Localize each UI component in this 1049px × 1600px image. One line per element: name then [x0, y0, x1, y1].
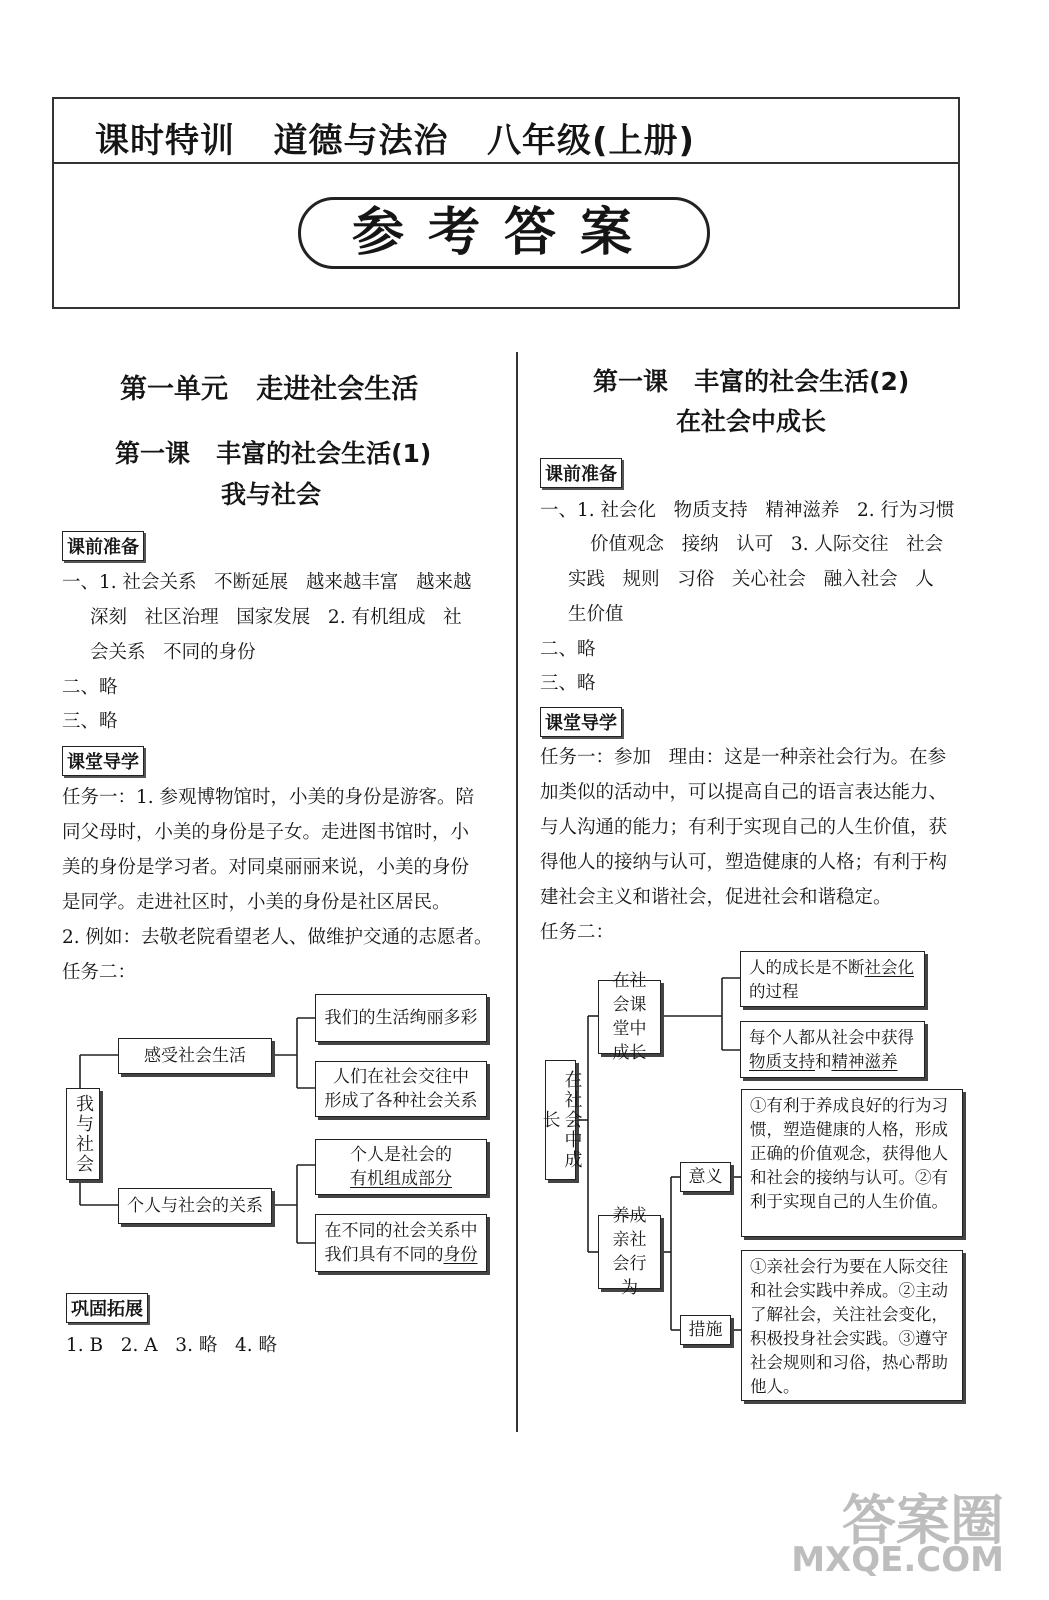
leaf-text-underlined: 有机组成部分 — [350, 1169, 452, 1189]
leaf-text-underlined: 社会化 — [864, 958, 914, 977]
diagram-leaf: 我们的生活绚丽多彩 — [315, 994, 487, 1042]
guide-line: 任务二： — [62, 962, 137, 983]
leaf-text: 每个人都从社会中获得 — [749, 1028, 914, 1047]
leaf-text-underlined: 精神滋养 — [831, 1052, 898, 1071]
ext-answers: 1. B 2. A 3. 略 4. 略 — [66, 1335, 278, 1356]
leaf-text: 人的成长是不断 — [749, 958, 865, 977]
diagram-root: 在社会中成长 — [545, 1060, 576, 1180]
prep-line: 价值观念 接纳 认可 3. 人际交往 社会 — [590, 534, 944, 555]
prep-line: 一、1. 社会关系 不断延展 越来越丰富 越来越 — [62, 572, 472, 593]
diagram-sub-branch: 意义 — [680, 1162, 731, 1192]
watermark-logo: 答案圈 — [842, 1489, 1004, 1552]
prep-line: 三、略 — [540, 673, 596, 694]
diagram-leaf — [740, 951, 925, 1007]
prep-line: 二、略 — [540, 639, 596, 660]
prep-line: 生价值 — [568, 604, 624, 625]
leaf-text: 个人是社会的 — [350, 1145, 452, 1165]
ext-tag: 巩固拓展 — [66, 1293, 148, 1323]
prep-line: 二、略 — [62, 677, 118, 698]
lesson-title: 第一课 丰富的社会生活(1) — [115, 439, 432, 468]
guide-line: 得他人的接纳与认可，塑造健康的人格；有利于构 — [540, 852, 948, 873]
guide-line: 任务一：参加 理由：这是一种亲社会行为。在参 — [540, 747, 947, 768]
guide-line: 任务一：1. 参观博物馆时，小美的身份是游客。陪 — [62, 787, 475, 808]
leaf-text: 和 — [815, 1052, 832, 1071]
diagram-branch: 个人与社会的关系 — [118, 1188, 272, 1224]
lesson-subtitle: 我与社会 — [221, 480, 322, 509]
diagram-root: 我与社会 — [66, 1088, 100, 1180]
prep-tag: 课前准备 — [540, 458, 622, 488]
guide-line: 同父母时，小美的身份是子女。走进图书馆时，小 — [62, 822, 470, 843]
guide-line: 是同学。走进社区时，小美的身份是社区居民。 — [62, 892, 451, 913]
book-title: 课时特训 道德与法治 八年级(上册) — [95, 121, 696, 161]
leaf-text: 的过程 — [749, 982, 799, 1001]
guide-line: 建社会主义和谐社会，促进社会和谐稳定。 — [540, 887, 892, 908]
prep-line: 深刻 社区治理 国家发展 2. 有机组成 社 — [90, 607, 462, 628]
guide-line: 任务二： — [540, 922, 615, 943]
diagram-leaf: ①亲社会行为要在人际交往和社会实践中养成。②主动了解社会，关注社会变化，积极投身社会实践。③遵守社会规则和习俗，热心帮助他人。 — [741, 1250, 963, 1401]
leaf-text-underlined: 身份 — [443, 1245, 478, 1265]
guide-tag: 课堂导学 — [62, 746, 144, 776]
leaf-text: 在不同的社会关系中 — [324, 1221, 478, 1241]
prep-line: 会关系 不同的身份 — [90, 642, 256, 663]
lesson-subtitle: 在社会中成长 — [676, 407, 827, 436]
lesson-title: 第一课 丰富的社会生活(2) — [593, 367, 910, 396]
leaf-text: 我们具有不同的身份 — [324, 1245, 478, 1265]
watermark-url: MXQE.COM — [791, 1540, 1004, 1580]
unit-title: 第一单元 走进社会生活 — [120, 374, 419, 405]
prep-tag: 课前准备 — [62, 531, 144, 561]
guide-line: 美的身份是学习者。对同桌丽丽来说，小美的身份 — [62, 857, 470, 878]
leaf-text: 形成了各种社会关系 — [324, 1091, 478, 1111]
leaf-text: 人们在社会交往中 — [333, 1067, 469, 1087]
diagram-leaf — [740, 1021, 925, 1078]
prep-line: 一、1. 社会化 物质支持 精神滋养 2. 行为习惯 — [540, 500, 955, 521]
diagram-branch: 在社会课堂中成长 — [598, 980, 661, 1054]
diagram-branch: 感受社会生活 — [118, 1038, 272, 1074]
guide-line: 2. 例如：去敬老院看望老人、做维护交通的志愿者。 — [62, 927, 493, 948]
guide-line: 加类似的活动中，可以提高自己的语言表达能力、 — [540, 782, 948, 803]
diagram-branch: 养成亲社会行为 — [598, 1215, 661, 1289]
prep-line: 三、略 — [62, 711, 118, 732]
diagram-leaf: ①有利于养成良好的行为习惯，塑造健康的人格，形成正确的价值观念，获得他人和社会的接纳与认可。②有利于实现自己的人生价值。 — [741, 1089, 963, 1237]
answer-banner: 参考答案 — [351, 203, 656, 263]
guide-tag: 课堂导学 — [540, 707, 622, 737]
leaf-text-underlined: 物质支持 — [749, 1052, 815, 1071]
guide-line: 与人沟通的能力；有利于实现自己的人生价值，获 — [540, 817, 948, 838]
diagram-sub-branch: 措施 — [680, 1315, 731, 1345]
prep-line: 实践 规则 习俗 关心社会 融入社会 人 — [568, 569, 934, 590]
